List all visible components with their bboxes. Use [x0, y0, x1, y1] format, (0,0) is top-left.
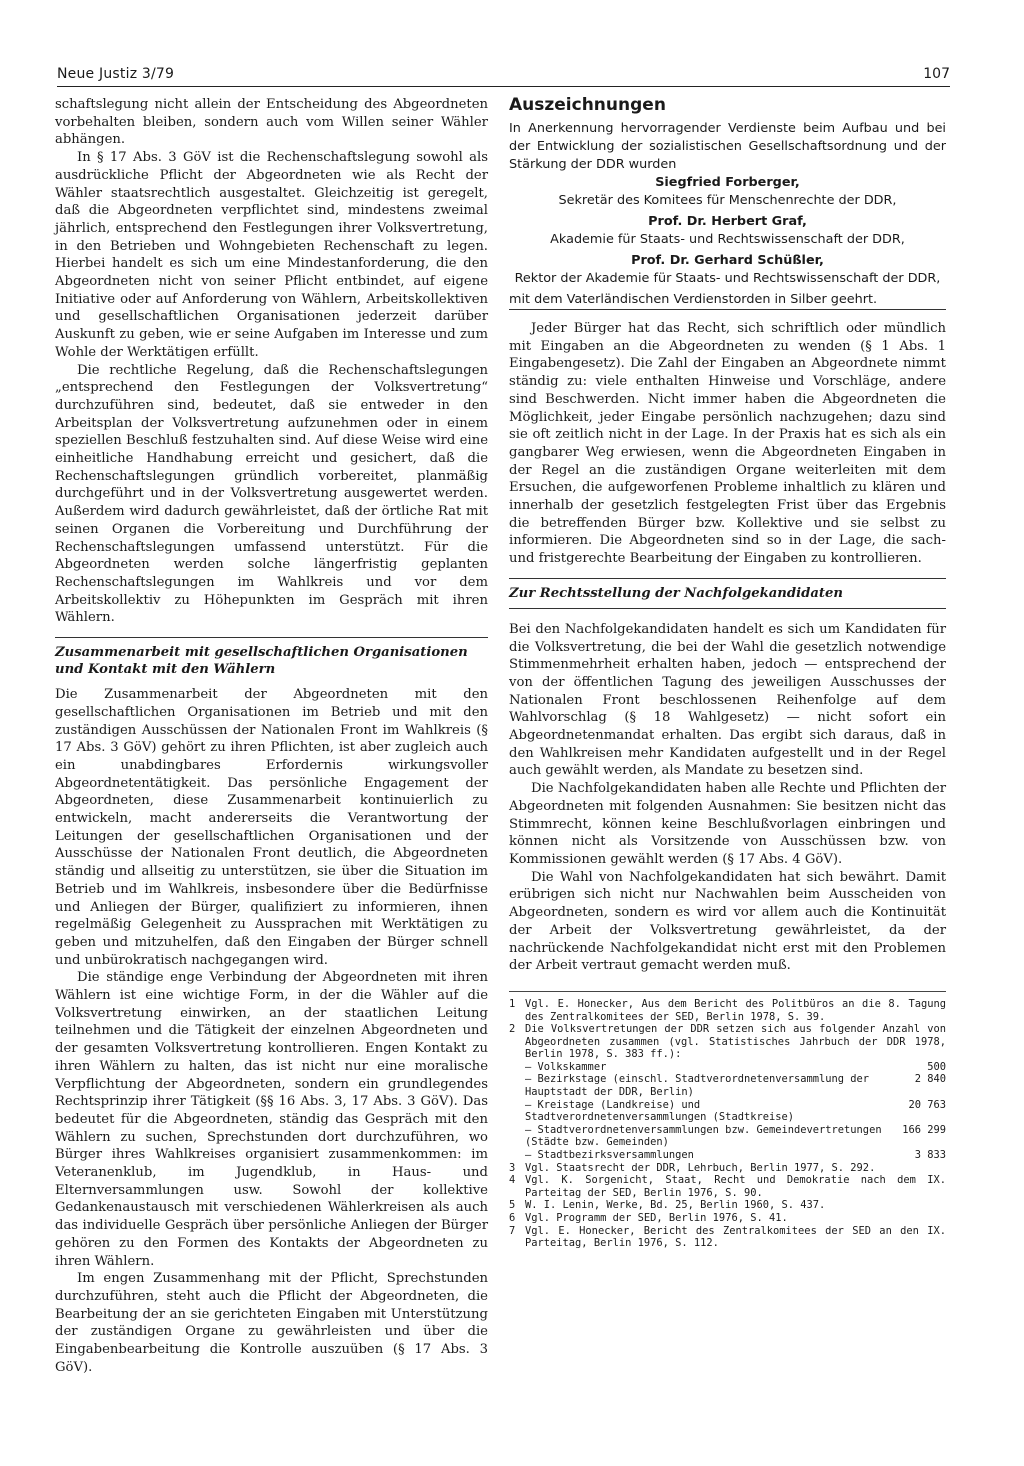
section-heading: Zur Rechtsstellung der Nachfolgekandidaten [509, 578, 946, 609]
footnote-number: 2 [509, 1023, 516, 1036]
footnote [509, 1162, 946, 1175]
award-recipient [509, 213, 946, 249]
awards-heading: Auszeichnungen [509, 95, 666, 115]
footnote-text: Vgl. Programm der SED, Berlin 1976, S. 41. [525, 1212, 788, 1224]
footnote-number: 4 [509, 1174, 516, 1187]
paragraph: Die Wahl von Nachfolgekandidaten hat sich bewährt. Damit erübrigen sich nicht nur Nachwahlen beim Ausscheiden von Abgeordneten, sondern es wird vor allem auch die Kontinuität der Arbeit der Volksvertretung gewährleistet, da der nachrückende Nachfolgekandidat nicht erst mit den Problemen der Arbeit vertraut gemacht werden muß. [509, 869, 946, 974]
award-recipient [509, 174, 946, 210]
footnote [509, 1174, 946, 1199]
awards-intro: In Anerkennung hervorragender Verdienste beim Aufbau und bei der Entwicklung der sozialistischen Gesellschaftsordnung und der Stärkung der DDR wurden [509, 121, 946, 172]
footnote-table-row [525, 1073, 946, 1098]
assembly-type: – Stadtbezirksversammlungen [525, 1149, 694, 1162]
divider [509, 309, 946, 310]
footnote-number: 5 [509, 1199, 516, 1212]
footnote-table-row [525, 1061, 946, 1074]
footnote [509, 1225, 946, 1250]
paragraph: Die rechtliche Regelung, daß die Rechenschaftslegungen „entsprechend den Festlegungen der Volksvertretung“ durchzuführen sind, bedeutet, daß sie entweder in den Arbeitsplan der Volksvertretung aufzunehmen oder in einem speziellen Beschluß festzuhalten sind. Auf diese Weise wird eine einheitliche Handhabung erreicht und gesichert, daß die Rechenschaftslegungen gründlich vorbereitet, planmäßig durchgeführt und in der Volksvertretung ausgewertet werden. Außerdem wird dadurch gewährleistet, daß der örtliche Rat mit seinen Organen die Vorbereitung und Durchführung der Rechenschaftslegungen umfassend unterstützt. Für die Abgeordneten werden solche längerfristig geplanten Rechenschaftslegungen im Wahlkreis und vor dem Arbeitskollektiv zu Höhepunkten im Gespräch mit ihren Wählern. [55, 362, 488, 626]
recipient-role: Sekretär des Komitees für Menschenrechte der DDR, [558, 193, 897, 208]
paragraph: Jeder Bürger hat das Recht, sich schriftlich oder mündlich mit Eingaben an die Abgeordneten zu wenden (§ 1 Abs. 1 Eingabengesetz). Die Zahl der Eingaben an Abgeordnete nimmt ständig zu: viele enthalten Hinweise und Vorschläge, andere sind Beschwerden. Nicht immer haben die Abgeordneten die Möglichkeit, jeder Eingabe persönlich nachzugehen; dazu sind sie oft zeitlich nicht in der Lage. In der Praxis hat es sich als ein gangbarer Weg erwiesen, wenn die Abgeordneten Eingaben in der Regel an die zuständigen Organe weiterleiten mit dem Ersuchen, die aufgeworfenen Probleme inhaltlich zu klären und innerhalb der gesetzlich festgelegten Frist über das Ergebnis die betreffenden Bürger bzw. Kollektive und sie selbst zu informieren. Die Abgeordneten sind so in der Lage, die sach- und fristgerechte Bearbeitung der Eingaben zu kontrollieren. [509, 321, 946, 567]
paragraph: Bei den Nachfolgekandidaten handelt es sich um Kandidaten für die Volksvertretung, die bei der Wahl die gesetzlich notwendige Stimmenmehrheit erhalten haben, jedoch — entsprechend der von der öffentlichen Tagung des jeweiligen Ausschusses der Nationalen Front beschlossenen Reihenfolge auf dem Wahlvorschlag (§ 18 Wahlgesetz) — nicht sofort ein Abgeordnetenmandat erhalten. Das ergibt sich daraus, daß in den Wahlkreisen mehr Kandidaten aufgestellt und in der Regel auch gewählt werden, als Mandate zu besetzen sind. [509, 621, 946, 779]
recipient-name: Siegfried Forberger, [655, 175, 800, 190]
footnote-table-row [525, 1149, 946, 1162]
recipient-role: Akademie für Staats- und Rechtswissenschaft der DDR, [550, 232, 905, 247]
paragraph: schaftslegung nicht allein der Entscheidung des Abgeordneten vorbehalten bleiben, sondern auch vom Willen seiner Wähler abhängen. [55, 97, 488, 148]
footnote [509, 998, 946, 1023]
footnote-text: Vgl. Staatsrecht der DDR, Lehrbuch, Berlin 1977, S. 292. [525, 1161, 876, 1174]
recipient-name: Prof. Dr. Gerhard Schüßler, [631, 253, 824, 268]
paragraph: Im engen Zusammenhang mit der Pflicht, Sprechstunden durchzuführen, steht auch die Pflicht der Abgeordneten, die Bearbeitung der an sie gerichteten Eingaben mit Unterstützung der zuständigen Organe zu gewährleisten und über die Eingabenbearbeitung die Kontrolle auszuüben (§ 17 Abs. 3 GöV). [55, 1271, 488, 1375]
footnote-number: 6 [509, 1212, 516, 1224]
running-header [57, 64, 950, 87]
award-recipient [509, 252, 946, 288]
footnote [509, 1023, 946, 1061]
deputy-count: 2 840 [914, 1073, 946, 1086]
paragraph: Die ständige enge Verbindung der Abgeordneten mit ihren Wählern ist eine wichtige Form, in der die Wähler auf die Volksvertretung einwirken, an der staatlichen Leitung teilnehmen und die Tätigkeit der einzelnen Abgeordneten und der gesamten Volksvertretung kontrollieren. Engen Kontakt zu ihren Wählern zu halten, das ist nicht nur eine moralische Verpflichtung der Abgeordneten, sondern ein grundlegendes Rechtsprinzip ihrer Tätigkeit (§§ 16 Abs. 3, 17 Abs. 3 GöV). Das bedeutet für die Abgeordneten, ständig das Gespräch mit den Wählern zu suchen, Sprechstunden dort durchzuführen, wo Bürger ihres Wahlkreises organisiert zusammenkommen: im Veteranenklub, im Jugendklub, in Haus- und Elternversammlungen usw. Sowohl der kollektive Gedankenaustausch mit verschiedenen Wählerkreisen als auch das individuelle Gespräch über persönliche Anliegen der Bürger gehören zu den Formen des Kontakts der Abgeordneten zu ihren Wählern. [55, 970, 488, 1269]
footnote-text: Vgl. K. Sorgenicht, Staat, Recht und Demokratie nach dem IX. Parteitag der SED, Berlin 1976, S. 90. [525, 1174, 946, 1199]
footnote-table-row [525, 1124, 946, 1149]
page-number: 107 [923, 66, 950, 82]
footnote-number: 1 [509, 997, 516, 1010]
footnote-number: 3 [509, 1161, 516, 1174]
footnote [509, 1199, 946, 1212]
journal-title: Neue Justiz 3/79 [57, 66, 175, 82]
footnote-text: Vgl. E. Honecker, Aus dem Bericht des Politbüros an die 8. Tagung des Zentralkomitees der SED, Berlin 1978, S. 39. [525, 997, 946, 1023]
footnote-number: 7 [509, 1224, 516, 1237]
footnote-table-row [525, 1099, 946, 1124]
footnote [509, 1212, 946, 1225]
deputy-count: 20 763 [908, 1098, 946, 1111]
footnotes [509, 991, 946, 1250]
paragraph: Die Zusammenarbeit der Abgeordneten mit den gesellschaftlichen Organisationen im Betrieb und mit den zuständigen Ausschüssen der Nationalen Front im Wahlkreis (§ 17 Abs. 3 GöV) gehört zu ihren Pflichten, ist aber zugleich auch ein unabdingbares Erfordernis wirkungsvoller Abgeordnetentätigkeit. Das persönliche Engagement der Abgeordneten, diese Zusammenarbeit kontinuierlich zu entwickeln, macht andererseits die Verantwortung der Leitungen der gesellschaftlichen Organisationen und der Ausschüsse der Nationalen Front deutlich, die Abgeordneten ständig und allseitig zu unterstützen, sie über die Situation im Betrieb und im Wahlkreis, insbesondere über die Bedürfnisse und Anliegen der Bürger, qualifiziert zu informieren, ihnen regelmäßig Gelegenheit zu Aussprachen mit Werktätigen zu geben und mitzuhelfen, daß den Eingaben der Bürger schnell und unbürokratisch nachgegangen wird. [55, 687, 488, 968]
section-heading: Zusammenarbeit mit gesellschaftlichen Organisationen und Kontakt mit den Wählern [55, 637, 488, 678]
left-column [55, 96, 488, 1377]
recipient-name: Prof. Dr. Herbert Graf, [648, 214, 807, 229]
assembly-type: – Stadtverordnetenversammlungen bzw. Gemeindevertretungen (Städte bzw. Gemeinden) [525, 1123, 882, 1149]
assembly-type: – Bezirkstage (einschl. Stadtverordnetenversammlung der Hauptstadt der DDR, Berlin) [525, 1073, 870, 1099]
deputy-count: 3 833 [914, 1149, 946, 1162]
deputy-count: 166 299 [902, 1123, 946, 1136]
paragraph: In § 17 Abs. 3 GöV ist die Rechenschaftslegung sowohl als ausdrückliche Pflicht der Abgeordneten wie als Recht der Wähler staatsrechtlich ausgestaltet. Gleichzeitig ist geregelt, daß die Abgeordneten verpflichtet sind, mindestens zweimal jährlich, entsprechend den Festlegungen ihrer Volksvertretung, in den Betrieben und Wohngebieten Rechenschaft zu legen. Hierbei handelt es sich um eine Mindestanforderung, die den Abgeordneten nicht von seiner Pflicht entbindet, auf eigene Initiative oder auf Anforderung von Wählern, Arbeitskollektiven und gesellschaftlichen Organisationen jederzeit darüber Auskunft zu geben, wie er seine Aufgaben im Interesse und zum Wohle der Werktätigen erfüllt. [55, 150, 488, 360]
paragraph: Die Nachfolgekandidaten haben alle Rechte und Pflichten der Abgeordneten mit folgenden Ausnahmen: Sie besitzen nicht das Stimmrecht, können keine Beschlußvorlagen einbringen und können nicht als Vorsitzende von Ausschüssen bzw. von Kommissionen gewählt werden (§ 17 Abs. 4 GöV). [509, 781, 946, 867]
deputy-count: 500 [927, 1060, 946, 1073]
awards-outro: mit dem Vaterländischen Verdienstorden in Silber geehrt. [509, 292, 878, 307]
assembly-type: – Volkskammer [525, 1060, 607, 1073]
footnote-text: Vgl. E. Honecker, Bericht des Zentralkomitees der SED an den IX. Parteitag, Berlin 1976, S. 112. [525, 1224, 946, 1250]
recipient-role: Rektor der Akademie für Staats- und Rechtswissenschaft der DDR, [514, 271, 941, 286]
footnote-text: Die Volksvertretungen der DDR setzen sich aus folgender Anzahl von Abgeordneten zusammen (vgl. Statistisches Jahrbuch der DDR 1978, Berlin 1978, S. 383 ff.): [525, 1023, 946, 1061]
right-column [509, 96, 946, 1250]
assembly-type: – Kreistage (Landkreise) und Stadtverordnetenversammlungen (Stadtkreise) [525, 1098, 794, 1124]
footnote-text: W. I. Lenin, Werke, Bd. 25, Berlin 1960, S. 437. [525, 1199, 826, 1212]
